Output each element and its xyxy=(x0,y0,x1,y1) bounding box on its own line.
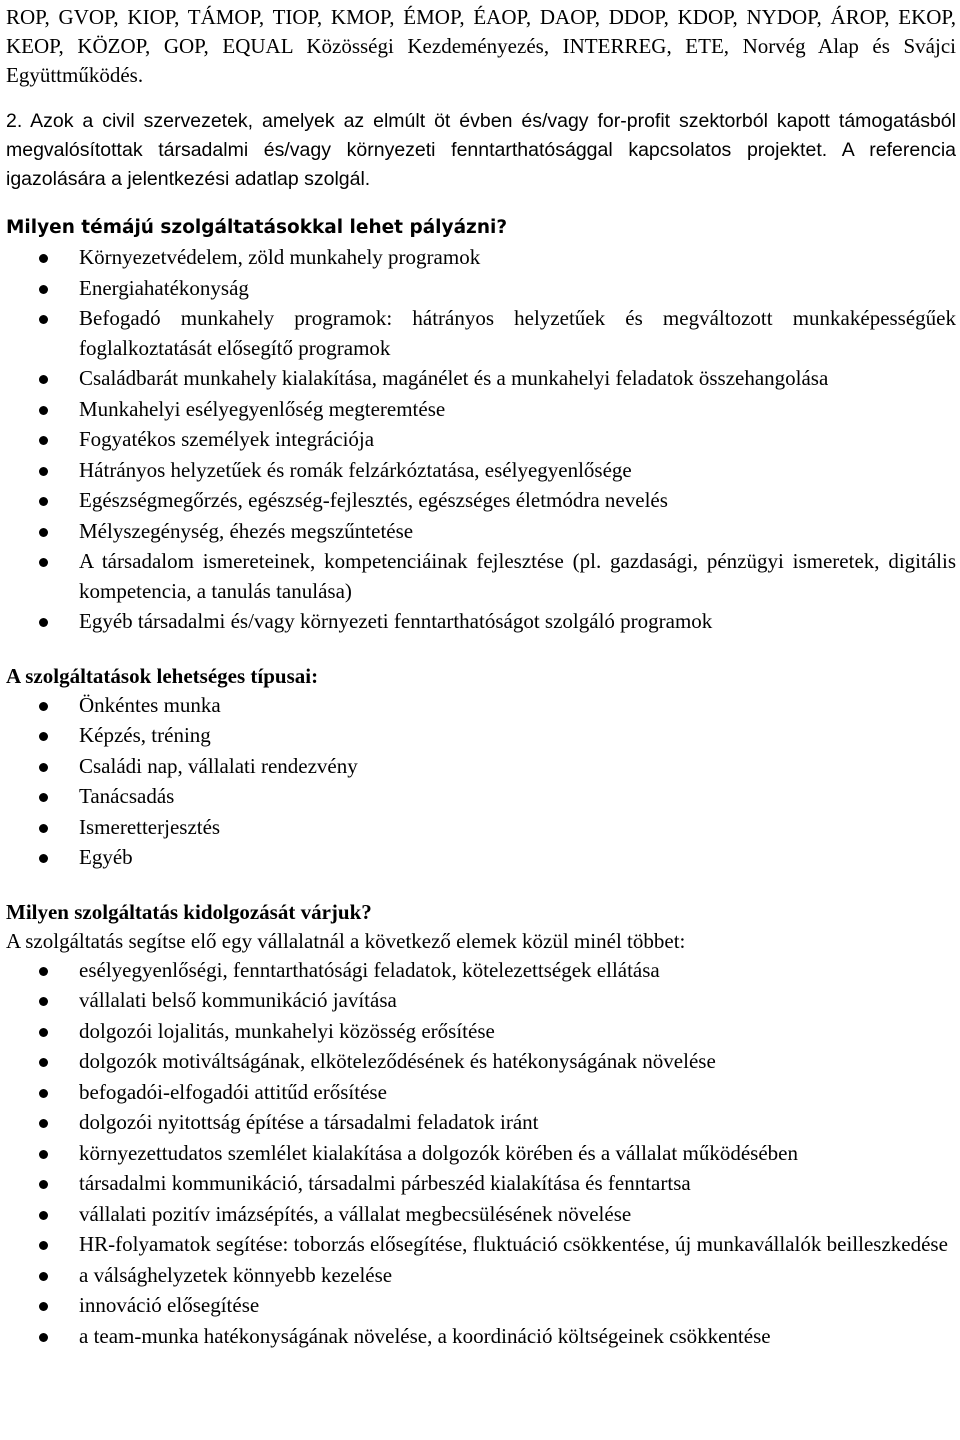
list-item-text: Egyéb xyxy=(79,845,133,869)
expectations-list xyxy=(6,956,956,1352)
list-item xyxy=(6,721,956,751)
list-item-text: Hátrányos helyzetűek és romák felzárkóztatása, esélyegyenlősége xyxy=(79,457,632,482)
list-item xyxy=(6,304,956,363)
list-item xyxy=(6,547,956,606)
list-item-text: befogadói-elfogadói attitűd erősítése xyxy=(79,1079,387,1104)
bullet-icon xyxy=(39,1028,48,1037)
list-item-text: a team-munka hatékonyságának növelése, a koordináció költségeinek csökkentése xyxy=(79,1323,771,1348)
bullet-icon xyxy=(39,618,48,627)
list-item xyxy=(6,782,956,812)
bullet-icon xyxy=(39,375,48,384)
bullet-icon xyxy=(39,1272,48,1281)
list-item-text: Mélyszegénység, éhezés megszűntetése xyxy=(79,518,414,543)
intro-paragraph: ROP, GVOP, KIOP, TÁMOP, TIOP, KMOP, ÉMOP, ÉAOP, DAOP, DDOP, KDOP, NYDOP, ÁROP, EKOP, KEOP, KÖZOP, GOP, EQUAL Közösségi Kezdeményezés, INTERREG, ETE, Norvég Alap és Svájci Együttműködés. xyxy=(6,5,956,87)
bullet-icon xyxy=(39,1058,48,1067)
list-item xyxy=(6,456,956,486)
list-item-text: Fogyatékos személyek integrációja xyxy=(79,427,375,451)
list-item xyxy=(6,607,956,637)
bullet-icon xyxy=(39,1180,48,1189)
list-item xyxy=(6,1322,956,1352)
list-item xyxy=(6,243,956,273)
list-item xyxy=(6,1078,956,1108)
bullet-icon xyxy=(39,1211,48,1220)
list-item xyxy=(6,486,956,516)
list-item-text: vállalati belső kommunikáció javítása xyxy=(79,988,397,1012)
list-item xyxy=(6,425,956,455)
list-item-text: Munkahelyi esélyegyenlőség megteremtése xyxy=(79,396,446,421)
bullet-icon xyxy=(39,702,48,711)
section-expectations-lead: A szolgáltatás segítse elő egy vállalatnál a következő elemek közül minél többet: xyxy=(6,928,686,953)
list-item xyxy=(6,1017,956,1047)
list-item xyxy=(6,1291,956,1321)
list-item-text: Energiahatékonyság xyxy=(79,275,249,300)
bullet-icon xyxy=(39,967,48,976)
bullet-icon xyxy=(39,285,48,294)
list-item-text: Képzés, tréning xyxy=(79,723,211,747)
list-item xyxy=(6,1230,956,1260)
list-item xyxy=(6,1139,956,1169)
list-item xyxy=(6,843,956,873)
list-item-text: Környezetvédelem, zöld munkahely programok xyxy=(79,245,481,269)
bullet-icon xyxy=(39,1089,48,1098)
list-item-text: A társadalom ismereteinek, kompetenciáinak fejlesztése (pl. gazdasági, pénzügyi ismeretek, digitális kompetencia, a tanulás tanulása) xyxy=(79,549,956,603)
list-item xyxy=(6,1200,956,1230)
list-item xyxy=(6,813,956,843)
bullet-icon xyxy=(39,793,48,802)
list-item xyxy=(6,956,956,986)
bullet-icon xyxy=(39,528,48,537)
list-item xyxy=(6,1047,956,1077)
section-types-heading: A szolgáltatások lehetséges típusai: xyxy=(6,663,319,688)
list-item-text: esélyegyenlőségi, fenntarthatósági feladatok, kötelezettségek ellátása xyxy=(79,957,660,982)
list-item-text: Befogadó munkahely programok: hátrányos helyzetűek és megváltozott munkaképességűek foglalkoztatását elősegítő programok xyxy=(79,306,956,360)
list-item-text: környezettudatos szemlélet kialakítása a dolgozók körében és a vállalat működésében xyxy=(79,1140,798,1165)
document-page xyxy=(6,0,956,1352)
bullet-icon xyxy=(39,315,48,324)
bullet-icon xyxy=(39,824,48,833)
section-expectations-heading: Milyen szolgáltatás kidolgozását várjuk? xyxy=(6,899,372,924)
list-item xyxy=(6,395,956,425)
list-item-text: a válsághelyzetek könnyebb kezelése xyxy=(79,1262,393,1287)
list-item xyxy=(6,752,956,782)
list-item-text: Családbarát munkahely kialakítása, magánélet és a munkahelyi feladatok összehangolása xyxy=(79,366,829,390)
list-item xyxy=(6,517,956,547)
bullet-icon xyxy=(39,1119,48,1128)
list-item xyxy=(6,1108,956,1138)
list-item xyxy=(6,1261,956,1291)
list-item xyxy=(6,1169,956,1199)
bullet-icon xyxy=(39,1241,48,1250)
list-item-text: társadalmi kommunikáció, társadalmi párbeszéd kialakítása és fenntartsa xyxy=(79,1171,691,1195)
bullet-icon xyxy=(39,997,48,1006)
list-item xyxy=(6,986,956,1016)
list-item-text: Önkéntes munka xyxy=(79,692,221,717)
bullet-icon xyxy=(39,1150,48,1159)
list-item-text: Egyéb társadalmi és/vagy környezeti fenntarthatóságot szolgáló programok xyxy=(79,609,713,633)
section-topics-heading: Milyen témájú szolgáltatásokkal lehet pályázni? xyxy=(6,217,508,238)
bullet-icon xyxy=(39,1302,48,1311)
list-item-text: dolgozói lojalitás, munkahelyi közösség erősítése xyxy=(79,1018,495,1043)
list-item xyxy=(6,691,956,721)
list-item-text: Egészségmegőrzés, egészség-fejlesztés, egészséges életmódra nevelés xyxy=(79,488,668,512)
list-item xyxy=(6,364,956,394)
list-item-text: Tanácsadás xyxy=(79,784,175,808)
list-item-text: Családi nap, vállalati rendezvény xyxy=(79,753,358,778)
types-list xyxy=(6,691,956,873)
bullet-icon xyxy=(39,436,48,445)
bullet-icon xyxy=(39,1333,48,1342)
list-item-text: dolgozók motiváltságának, elköteleződésének és hatékonyságának növelése xyxy=(79,1049,716,1073)
list-item-text: dolgozói nyitottság építése a társadalmi feladatok iránt xyxy=(79,1110,539,1134)
bullet-icon xyxy=(39,497,48,506)
bullet-icon xyxy=(39,763,48,772)
list-item xyxy=(6,274,956,304)
topics-list xyxy=(6,243,956,637)
bullet-icon xyxy=(39,732,48,741)
bullet-icon xyxy=(39,254,48,263)
bullet-icon xyxy=(39,406,48,415)
point-2-paragraph: 2. Azok a civil szervezetek, amelyek az elmúlt öt évben és/vagy for-profit szektorból kapott támogatásból megvalósítottak társadalmi és/vagy környezeti fenntarthatósággal kapcsolatos projektet. A referencia igazolására a jelentkezési adatlap szolgál. xyxy=(6,110,956,190)
list-item-text: vállalati pozitív imázsépítés, a vállalat megbecsülésének növelése xyxy=(79,1201,632,1226)
list-item-text: innováció elősegítése xyxy=(79,1293,260,1317)
list-item-text: Ismeretterjesztés xyxy=(79,814,221,839)
list-item-text: HR-folyamatok segítése: toborzás elősegítése, fluktuáció csökkentése, új munkavállalók beilleszkedése xyxy=(79,1232,948,1256)
bullet-icon xyxy=(39,558,48,567)
bullet-icon xyxy=(39,467,48,476)
bullet-icon xyxy=(39,854,48,863)
